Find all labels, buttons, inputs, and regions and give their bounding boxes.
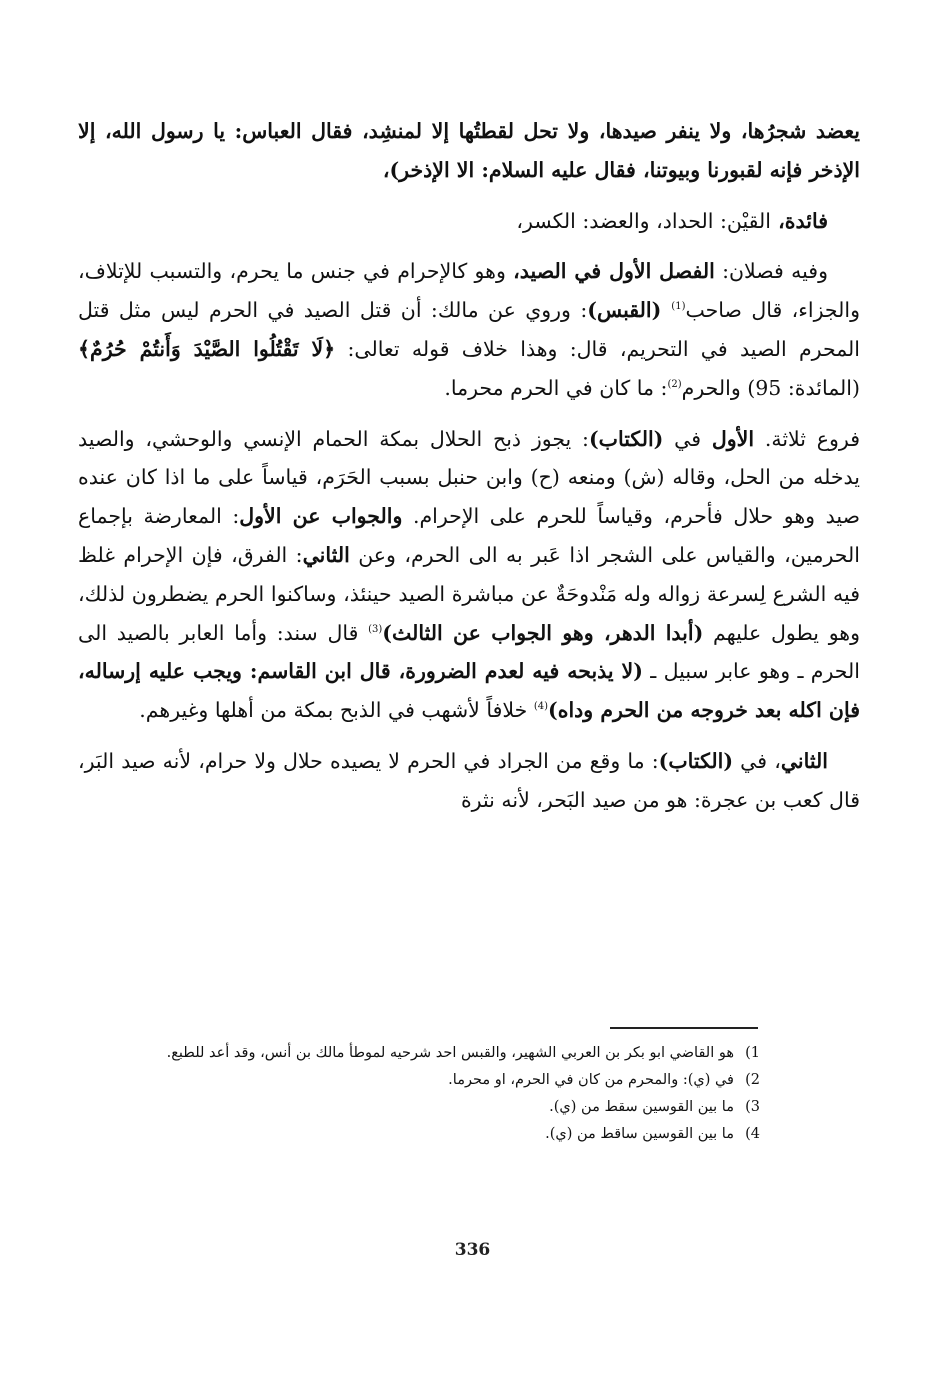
footnotes (84, 1040, 760, 1148)
main-text (78, 112, 860, 820)
footnote-separator (610, 1027, 758, 1029)
footnote (84, 1067, 760, 1094)
paragraph-1 (78, 112, 860, 190)
text-run: الثاني (302, 542, 350, 567)
text-run: خلافاً لأشهب في الذبح بمكة من أهلها وغيرهم. (139, 698, 534, 723)
paragraph-5 (78, 742, 860, 820)
text-run: يعضد شجرُها، ولا ينفر صيدها، ولا تحل لقطتُها إلا لمنشِد، فقال العباس: يا رسول الله، إلا الإذخر فإنه لقبورنا وبيوتنا، فقال عليه السلام: الا الإذخر)، (78, 119, 860, 182)
footnote-ref: (2) (667, 378, 682, 390)
footnote-number: 2) (745, 1072, 760, 1088)
text-run: ﴿لَا تَقْتُلُوا الصَّيْدَ وَأَنتُمْ حُرُمٌ﴾ (78, 336, 336, 361)
text-run: فروع ثلاثة. (754, 426, 860, 451)
text-run: فائدة، (770, 208, 828, 233)
footnote-text: ما بين القوسين سقط من (ي). (549, 1099, 734, 1115)
text-run: (أبدا الدهر، وهو الجواب عن الثالث) (382, 620, 704, 645)
text-run: (الكتاب) (588, 426, 664, 451)
text-run: قال سند: وأما العابر بالصيد الى الحرم ـ وهو عابر سبيل ـ (78, 620, 860, 684)
text-run: (لا يذبحه فيه لعدم الضرورة، قال ابن القاسم: ويجب عليه إرساله، فإن اكله بعد خروجه من الحرم وداه) (78, 659, 860, 723)
footnote (84, 1040, 760, 1067)
footnote-ref: (4) (533, 701, 549, 713)
text-run: : ما وقع من الجراد في الحرم لا يصيده حلال ولا حرام، لأنه صيد البَر، قال كعب بن عجرة: هو من صيد البَحر، لأنه نثرة (78, 748, 860, 812)
page-number: 336 (454, 1240, 491, 1260)
text-run: : وروي عن مالك: أن قتل الصيد في الحرم ليس مثل قتل المحرم الصيد في التحريم، قال: وهذا خلاف قوله تعالى: (78, 298, 860, 361)
text-run: وهو كالإحرام في جنس ما يحرم، والتسبب للإتلاف، والجزاء، قال صاحب (78, 259, 861, 323)
text-run: : ما كان في الحرم محرما. (444, 375, 668, 400)
text-run: : المعارضة بإجماع الحرمين، والقياس على الشجر اذا عَبر به الى الحرم، وعن (78, 504, 860, 567)
footnote-number: 1) (745, 1045, 760, 1061)
text-run: القيْن: الحداد، والعضد: الكسر، (516, 208, 771, 233)
footnote-text: في (ي): والمحرم من كان في الحرم، او محرما. (448, 1072, 734, 1088)
footnote-text: ما بين القوسين ساقط من (ي). (545, 1126, 734, 1142)
footnote-ref: (3) (368, 623, 383, 635)
text-run: وفيه فصلان: (714, 259, 828, 284)
text-run: (الكتاب) (658, 748, 734, 773)
text-run: الفصل الأول في الصيد، (513, 259, 715, 284)
text-run: في (663, 426, 712, 451)
footnote-text: هو القاضي ابو بكر بن العربي الشهير، والقبس احد شرحيه لموطأ مالك بن أنس، وقد أعد للطبع. (166, 1045, 734, 1061)
text-run: (القبس) (587, 298, 672, 323)
footnote-ref: (1) (671, 301, 686, 313)
paragraph-2 (78, 202, 860, 241)
footnote-number: 4) (745, 1126, 760, 1142)
text-run: : الفرق، فإن الإحرام غلظ فيه الشرع لِسرعة زواله وله مَنْدوحَةٌ عن مباشرة الصيد حينئذ، وساكنوا الحرم يضطرون لذلك، وهو يطول عليهم (78, 542, 861, 645)
text-run: والجواب عن الأول (239, 504, 403, 529)
text-run: : يجوز ذبح الحلال بمكة الحمام الإنسي والوحشي، والصيد يدخله من الحل، وقاله (ش) ومنعه (ح) وابن حنبل بسبب الحَرَم، قياساً على ما اذا كان عنده صيد وهو حلال فأحرم، وقياساً للحرم على الإحرام. (78, 426, 861, 529)
footnote (84, 1121, 760, 1148)
text-run: ، في (733, 748, 781, 773)
text-run: (المائدة: 95) والحرم (681, 375, 860, 400)
footnote (84, 1094, 760, 1121)
paragraph-4 (78, 420, 860, 730)
text-run: الثاني (780, 748, 828, 773)
text-run: الأول (711, 426, 755, 451)
footnote-number: 3) (745, 1099, 760, 1115)
paragraph-3 (78, 252, 860, 407)
